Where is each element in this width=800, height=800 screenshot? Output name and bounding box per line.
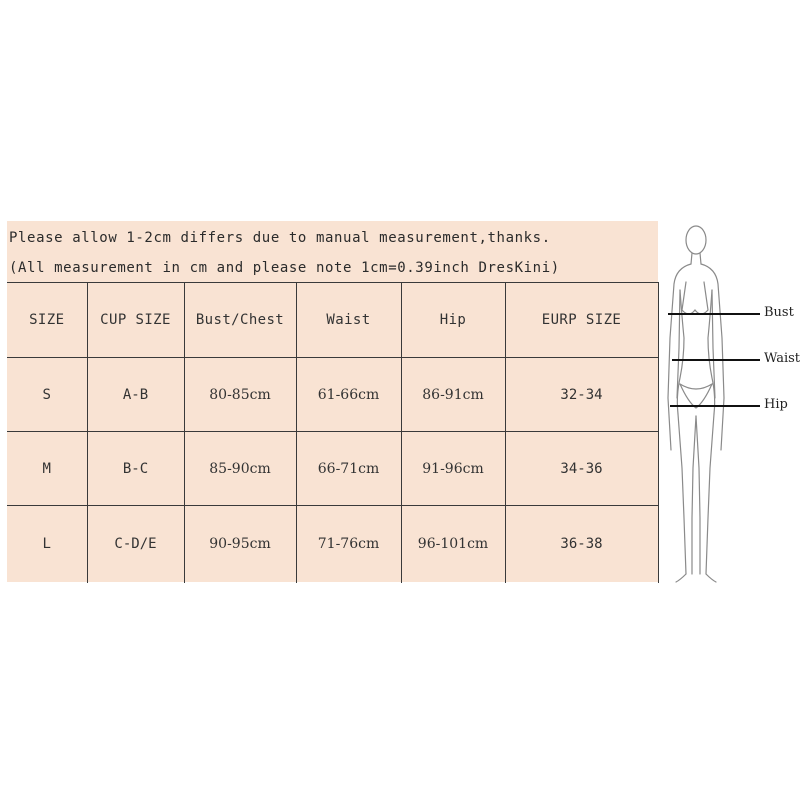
cell-bust: 80-85cm bbox=[184, 358, 296, 432]
size-table bbox=[7, 282, 659, 583]
cell-hip: 91-96cm bbox=[401, 432, 505, 506]
cell-waist: 66-71cm bbox=[296, 432, 401, 506]
header-eurp-size: EURP SIZE bbox=[505, 283, 658, 358]
cell-cup: B-C bbox=[87, 432, 184, 506]
cell-size: L bbox=[7, 506, 87, 583]
unit-note: (All measurement in cm and please note 1cm=0.39inch DresKini) bbox=[9, 260, 560, 276]
cell-waist: 61-66cm bbox=[296, 358, 401, 432]
measurement-note: Please allow 1-2cm differs due to manual measurement,thanks. bbox=[9, 230, 551, 246]
cell-waist: 71-76cm bbox=[296, 506, 401, 583]
size-chart bbox=[7, 221, 658, 582]
table-row bbox=[7, 358, 658, 432]
table-row bbox=[7, 432, 658, 506]
body-figure bbox=[662, 218, 800, 584]
header-hip: Hip bbox=[401, 283, 505, 358]
cell-bust: 85-90cm bbox=[184, 432, 296, 506]
cell-bust: 90-95cm bbox=[184, 506, 296, 583]
waist-label: Waist bbox=[764, 351, 800, 366]
table-row bbox=[7, 506, 658, 583]
cell-size: S bbox=[7, 358, 87, 432]
cell-eurp: 36-38 bbox=[505, 506, 658, 583]
cell-eurp: 34-36 bbox=[505, 432, 658, 506]
cell-size: M bbox=[7, 432, 87, 506]
hip-label: Hip bbox=[764, 397, 788, 412]
table-header-row bbox=[7, 283, 658, 358]
header-size: SIZE bbox=[7, 283, 87, 358]
cell-cup: A-B bbox=[87, 358, 184, 432]
header-waist: Waist bbox=[296, 283, 401, 358]
cell-eurp: 32-34 bbox=[505, 358, 658, 432]
cell-hip: 96-101cm bbox=[401, 506, 505, 583]
bust-label: Bust bbox=[764, 305, 794, 320]
header-cup-size: CUP SIZE bbox=[87, 283, 184, 358]
cell-cup: C-D/E bbox=[87, 506, 184, 583]
cell-hip: 86-91cm bbox=[401, 358, 505, 432]
header-bust-chest: Bust/Chest bbox=[184, 283, 296, 358]
